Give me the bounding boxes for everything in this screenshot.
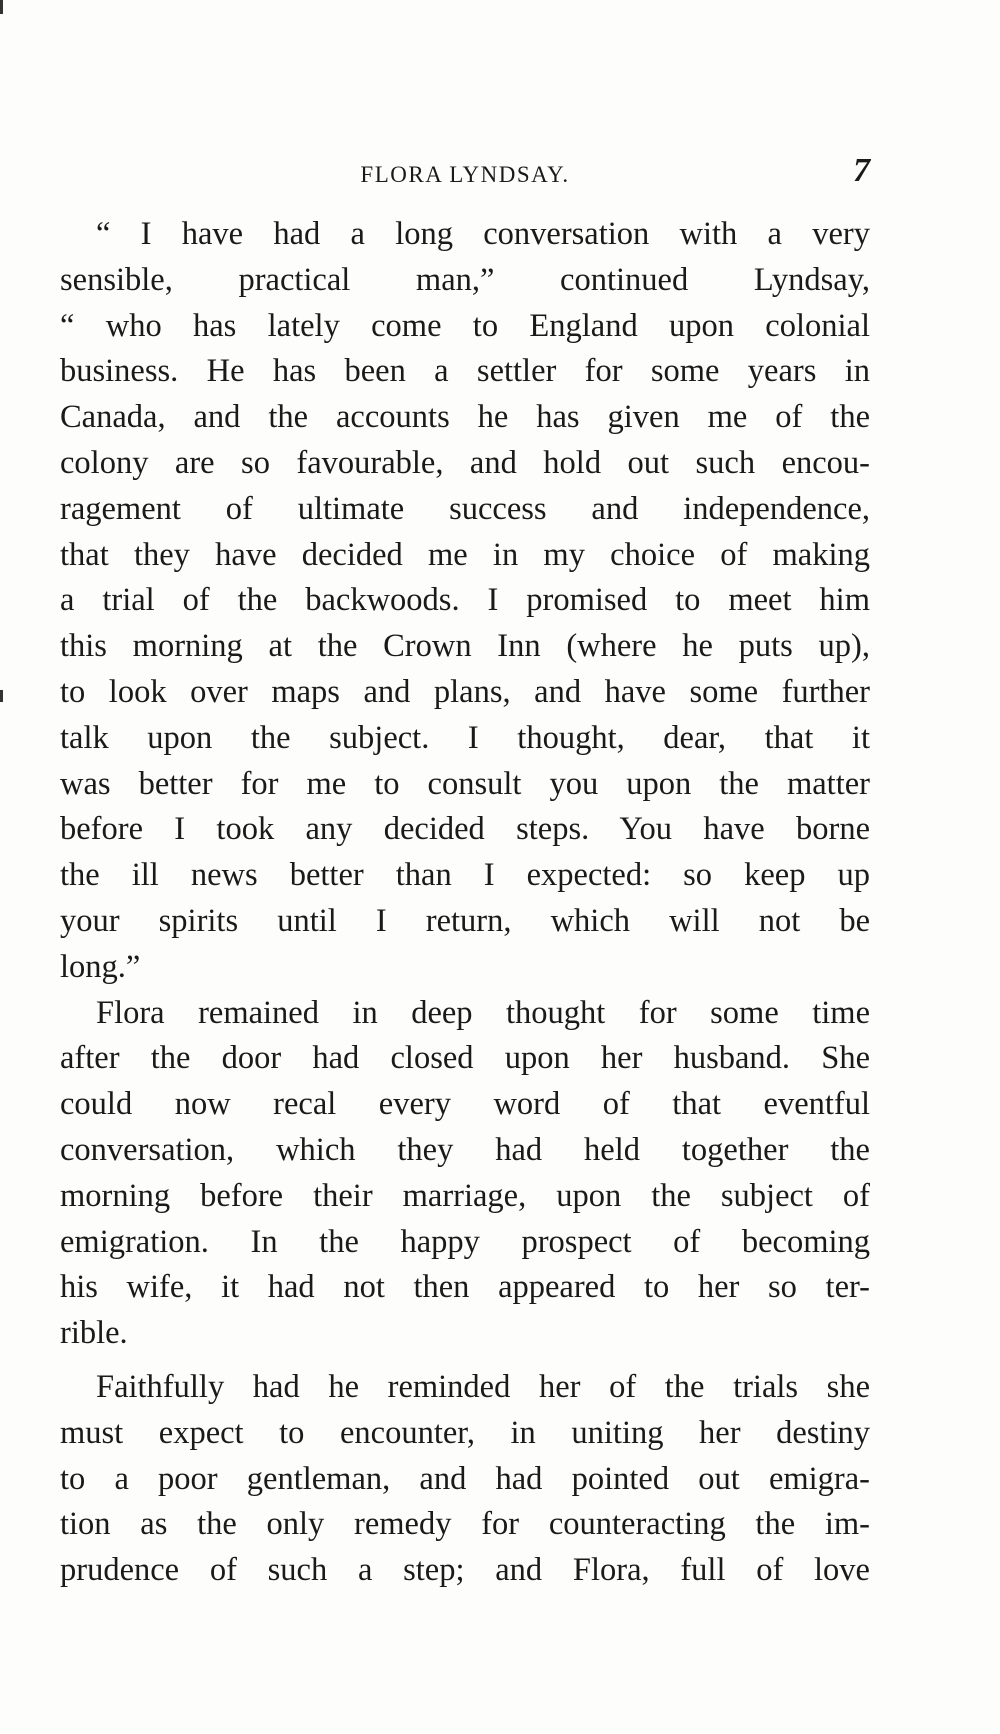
paragraph <box>60 991 870 1357</box>
text-line: was better for me to consult you upon the matter <box>60 765 870 802</box>
text-line: could now recal every word of that eventful <box>60 1086 870 1123</box>
text-line: his wife, it had not then appeared to her so ter- <box>60 1269 870 1306</box>
text-body <box>60 212 870 1594</box>
text-line: “ who has lately come to England upon colonial <box>60 307 870 344</box>
text-line: colony are so favourable, and hold out such encou- <box>60 444 870 481</box>
text-line: Canada, and the accounts he has given me of the <box>60 399 870 436</box>
text-line: a trial of the backwoods. I promised to meet him <box>60 582 870 619</box>
text-line: must expect to encounter, in uniting her destiny <box>60 1414 870 1451</box>
margin-mark <box>0 690 3 702</box>
text-line: conversation, which they had held together the <box>60 1131 870 1168</box>
text-line: prudence of such a step; and Flora, full of love <box>60 1552 870 1589</box>
text-line: emigration. In the happy prospect of becoming <box>60 1223 870 1260</box>
text-line: Faithfully had he reminded her of the trials she <box>96 1368 870 1405</box>
text-line: that they have decided me in my choice of making <box>60 536 870 573</box>
text-line: ragement of ultimate success and independence, <box>60 490 870 527</box>
text-line: sensible, practical man,” continued Lyndsay, <box>60 261 870 298</box>
text-line: this morning at the Crown Inn (where he puts up), <box>60 628 870 665</box>
running-head <box>60 150 870 190</box>
text-line: tion as the only remedy for counteracting the im- <box>60 1506 870 1543</box>
text-line: business. He has been a settler for some years in <box>60 353 870 390</box>
text-line: your spirits until I return, which will not be <box>60 902 870 939</box>
text-line: long.” <box>60 948 141 985</box>
running-title: FLORA LYNDSAY. <box>360 162 570 187</box>
text-line: rible. <box>60 1315 128 1352</box>
text-line: after the door had closed upon her husband. She <box>60 1040 870 1077</box>
text-line: morning before their marriage, upon the subject of <box>60 1177 870 1214</box>
paragraph-gap <box>60 1357 870 1365</box>
text-line: to a poor gentleman, and had pointed out emigra- <box>60 1460 870 1497</box>
paragraph <box>60 212 870 991</box>
page-number: 7 <box>853 152 870 189</box>
margin-mark <box>0 0 3 14</box>
paragraph <box>60 1365 870 1594</box>
text-line: “ I have had a long conversation with a very <box>96 216 870 252</box>
text-line: Flora remained in deep thought for some time <box>96 994 870 1031</box>
text-line: before I took any decided steps. You have borne <box>60 811 870 848</box>
text-line: talk upon the subject. I thought, dear, that it <box>60 719 870 756</box>
text-line: to look over maps and plans, and have some further <box>60 673 870 710</box>
text-line: the ill news better than I expected: so keep up <box>60 857 870 894</box>
